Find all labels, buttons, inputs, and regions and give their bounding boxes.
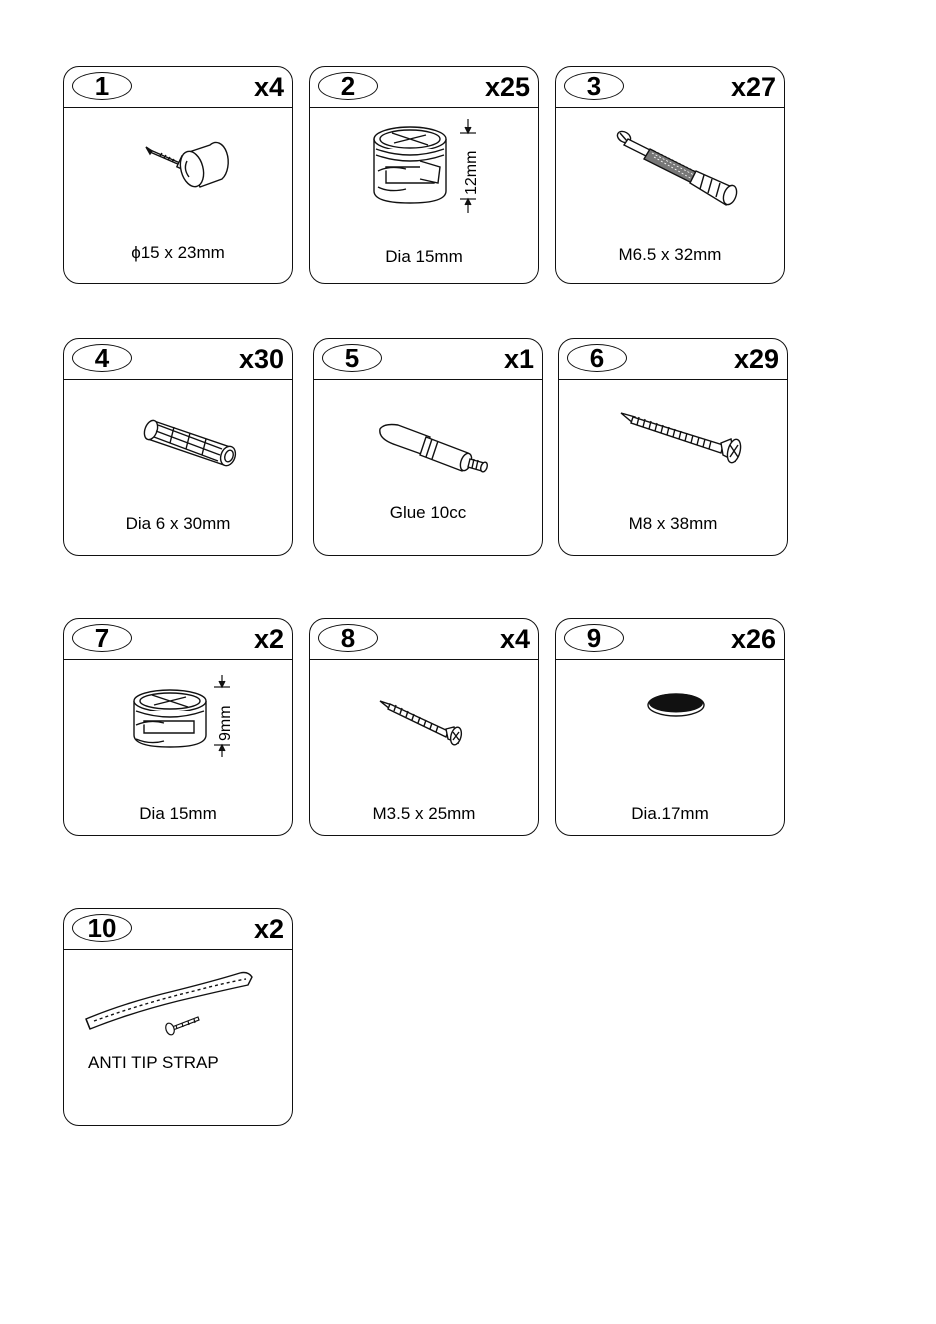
part-quantity: x30 (238, 344, 284, 374)
card-header (556, 619, 784, 660)
card-header (559, 339, 787, 380)
part-card-10 (63, 908, 293, 1126)
part-label: M8 x 38mm (628, 514, 718, 533)
part-quantity: x4 (253, 72, 284, 102)
card-header (64, 909, 292, 950)
part-quantity: x2 (253, 624, 284, 654)
part-card-8 (309, 618, 539, 836)
part-quantity: x4 (499, 624, 530, 654)
card-header (556, 67, 784, 108)
part-label: ϕ15 x 23mm (131, 243, 225, 262)
cam-lock-large-icon (310, 109, 538, 239)
part-number: 3 (564, 72, 624, 100)
part-number: 5 (322, 344, 382, 372)
part-card-9 (555, 618, 785, 836)
part-label: Dia 6 x 30mm (125, 514, 231, 533)
part-number: 4 (72, 344, 132, 372)
part-card-3 (555, 66, 785, 284)
cap-nail-icon (64, 109, 292, 239)
card-header (64, 619, 292, 660)
part-quantity: x1 (503, 344, 534, 374)
part-label: Dia.17mm (631, 804, 709, 823)
cover-cap-icon (556, 661, 784, 791)
part-label: M6.5 x 32mm (618, 245, 722, 264)
part-quantity: x26 (730, 624, 776, 654)
part-card-4 (63, 338, 293, 556)
part-quantity: x29 (733, 344, 779, 374)
wooden-dowel-icon (64, 381, 292, 511)
part-quantity: x2 (253, 914, 284, 944)
part-label: ANTI TIP STRAP (88, 1053, 219, 1072)
part-number: 6 (567, 344, 627, 372)
part-number: 10 (72, 914, 132, 942)
part-card-2 (309, 66, 539, 284)
card-header (64, 339, 292, 380)
part-label: Glue 10cc (389, 503, 467, 522)
part-label: Dia 15mm (139, 804, 217, 823)
card-header (64, 67, 292, 108)
dimension-label: 9mm (217, 705, 234, 741)
card-header (310, 67, 538, 108)
cam-lock-small-icon (64, 661, 292, 791)
part-number: 7 (72, 624, 132, 652)
part-number: 2 (318, 72, 378, 100)
part-card-5 (313, 338, 543, 556)
dimension-label: 12mm (463, 150, 480, 195)
part-number: 1 (72, 72, 132, 100)
long-screw-icon (559, 381, 787, 511)
part-label: Dia 15mm (385, 247, 463, 266)
part-quantity: x27 (730, 72, 776, 102)
part-card-1 (63, 66, 293, 284)
part-label: M3.5 x 25mm (372, 804, 476, 823)
cam-bolt-icon (556, 109, 784, 239)
card-header (310, 619, 538, 660)
part-number: 9 (564, 624, 624, 652)
glue-bottle-icon (314, 381, 542, 511)
part-card-6 (558, 338, 788, 556)
card-header (314, 339, 542, 380)
part-number: 8 (318, 624, 378, 652)
short-screw-icon (310, 661, 538, 791)
part-card-7 (63, 618, 293, 836)
part-quantity: x25 (484, 72, 530, 102)
